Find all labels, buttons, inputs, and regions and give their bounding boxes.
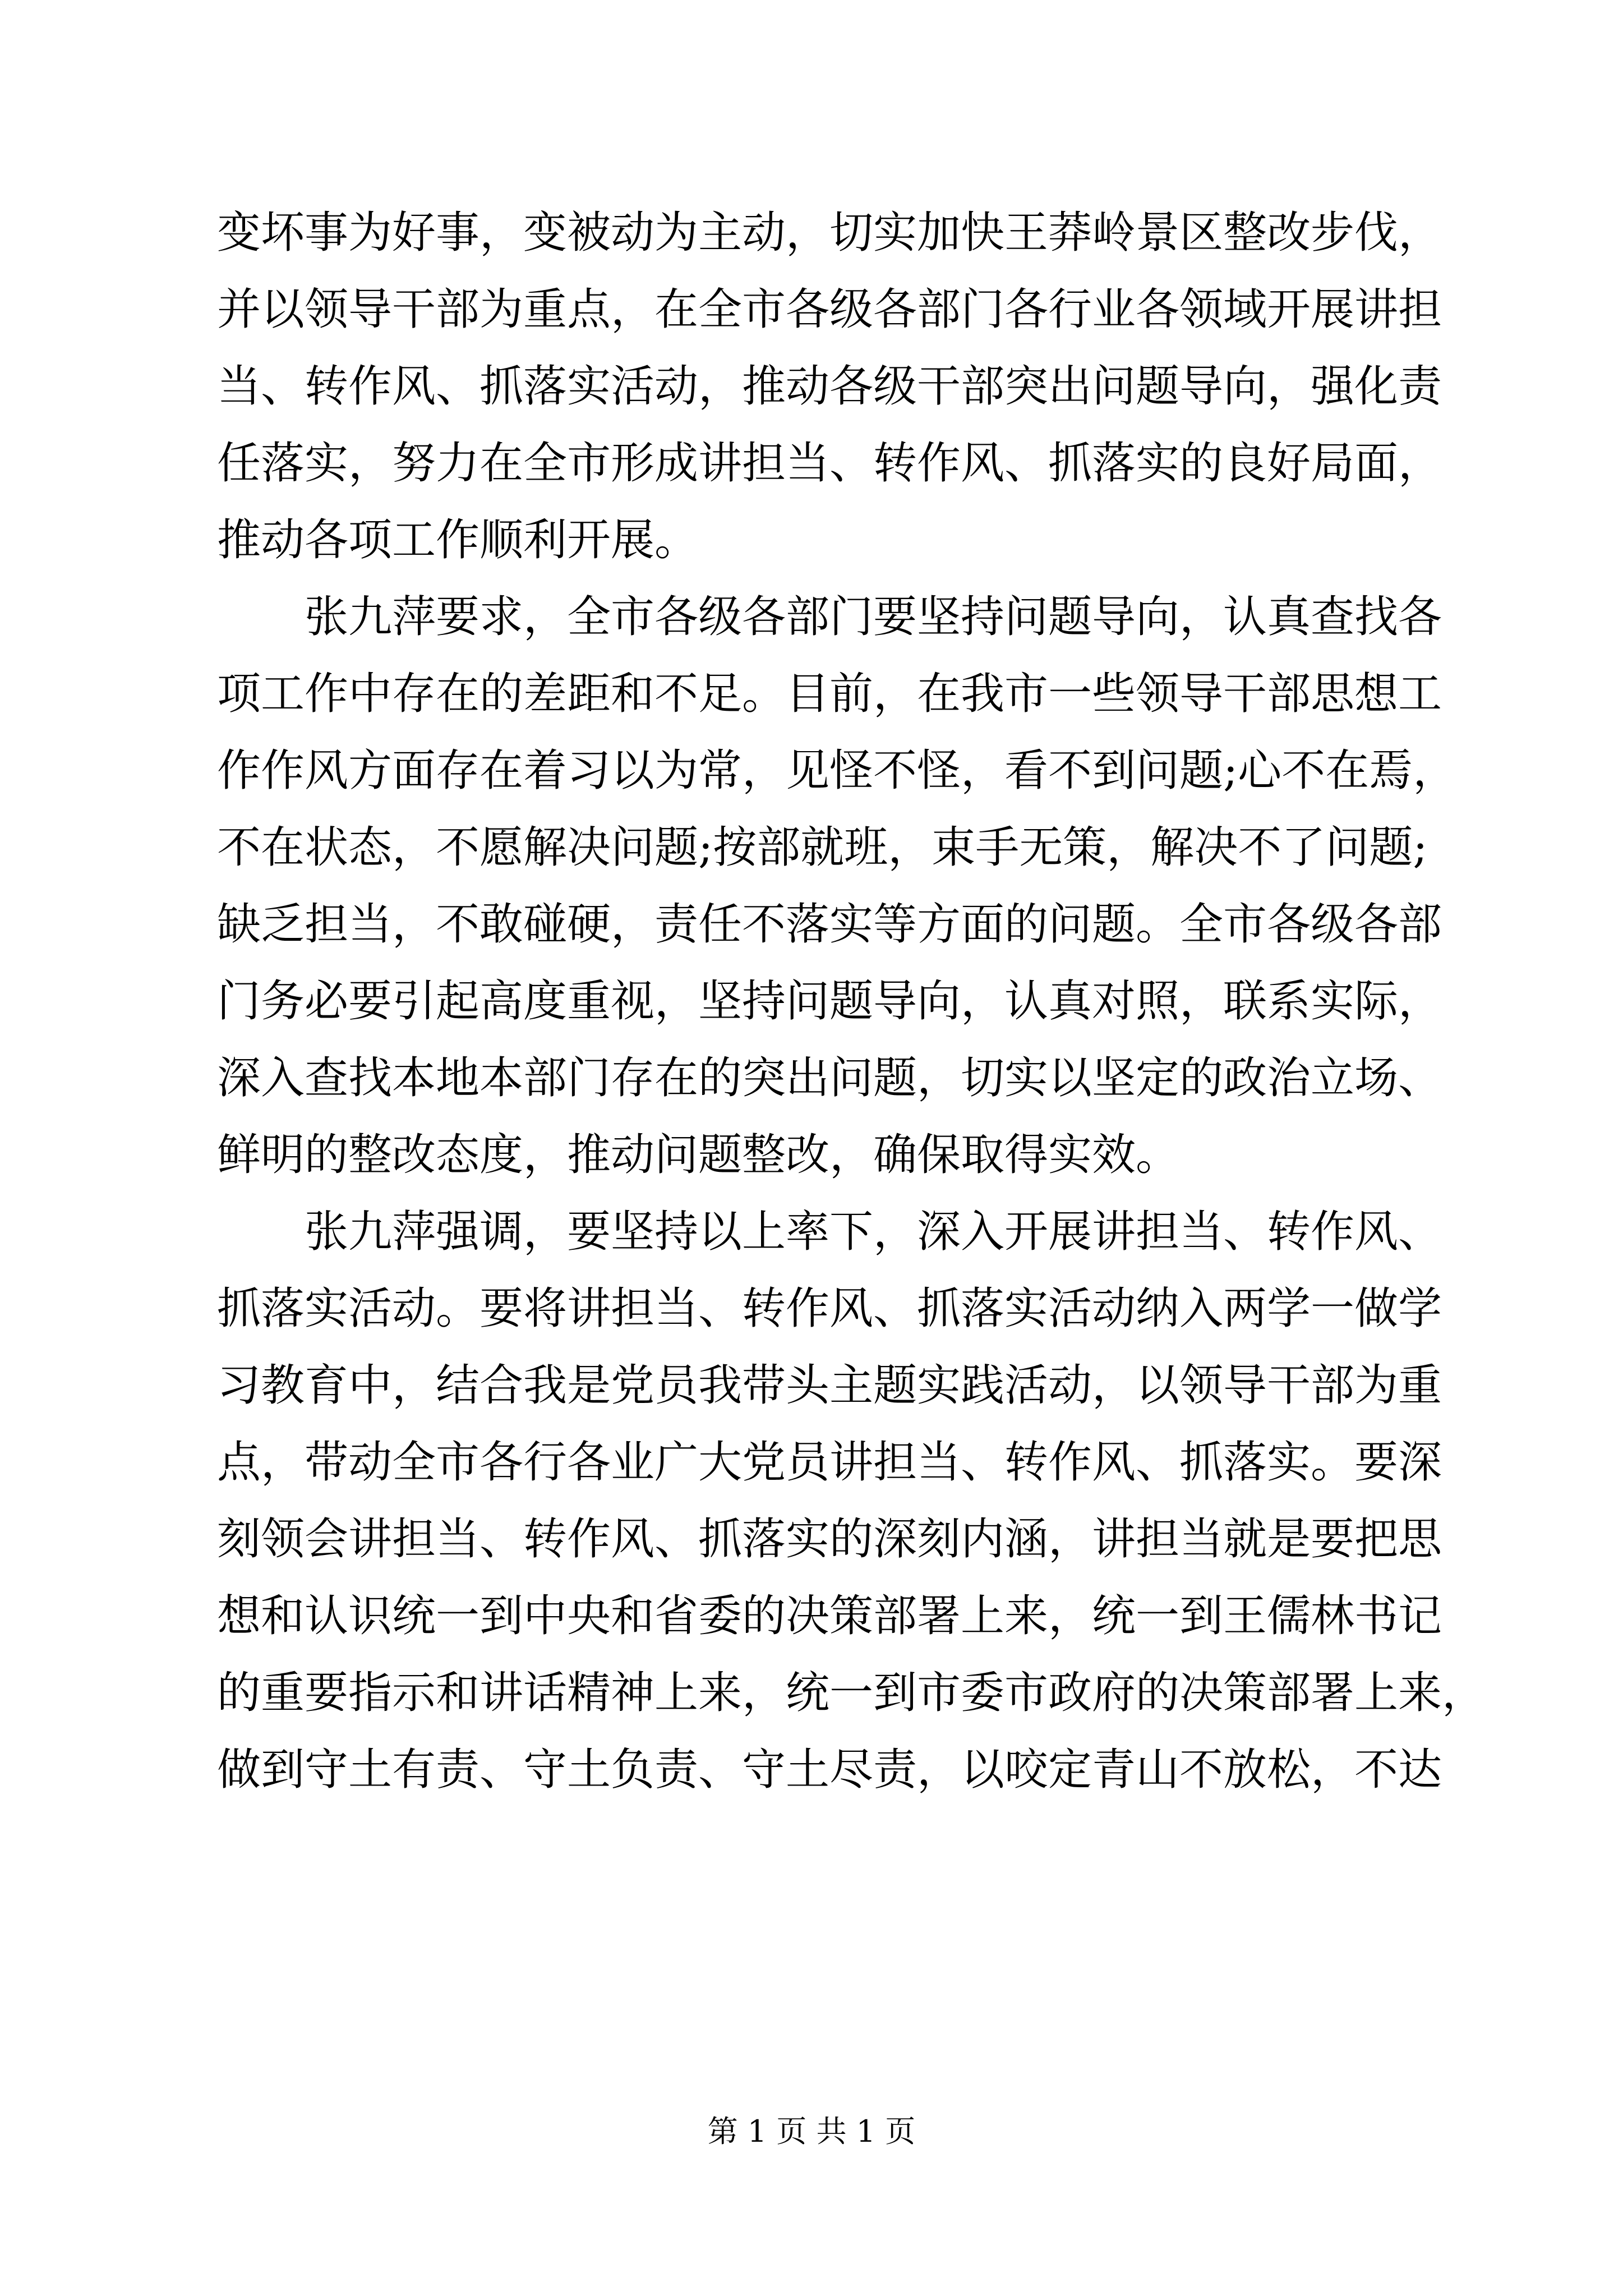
text-line: 点，带动全市各行各业广大党员讲担当、转作风、抓落实。要深 — [217, 1437, 1442, 1488]
text-line: 想和认识统一到中央和省委的决策部署上来，统一到王儒林书记 — [217, 1591, 1442, 1641]
page-footer — [0, 2109, 1623, 2154]
paragraph-first-line: 张九萍要求，全市各级各部门要坚持问题导向，认真查找各 — [305, 592, 1442, 642]
paragraph-first-line: 张九萍强调，要坚持以上率下，深入开展讲担当、转作风、 — [305, 1207, 1442, 1257]
page-number: 第 1 页 共 1 页 — [707, 2114, 916, 2149]
text-line: 并以领导干部为重点，在全市各级各部门各行业各领域开展讲担 — [217, 284, 1442, 335]
text-line: 门务必要引起高度重视，坚持问题导向，认真对照，联系实际， — [217, 976, 1442, 1027]
text-line: 推动各项工作顺利开展。 — [217, 515, 699, 565]
text-line: 抓落实活动。要将讲担当、转作风、抓落实活动纳入两学一做学 — [217, 1283, 1442, 1334]
text-line: 做到守土有责、守土负责、守土尽责，以咬定青山不放松，不达 — [217, 1745, 1442, 1795]
text-line: 项工作中存在的差距和不足。目前，在我市一些领导干部思想工 — [217, 669, 1442, 719]
text-line: 刻领会讲担当、转作风、抓落实的深刻内涵，讲担当就是要把思 — [217, 1514, 1442, 1565]
text-line: 任落实，努力在全市形成讲担当、转作风、抓落实的良好局面， — [217, 438, 1442, 489]
text-line: 作作风方面存在着习以为常，见怪不怪，看不到问题;心不在焉， — [217, 746, 1457, 796]
text-line: 深入查找本地本部门存在的突出问题，切实以坚定的政治立场、 — [217, 1053, 1442, 1103]
text-line: 的重要指示和讲话精神上来，统一到市委市政府的决策部署上来， — [217, 1668, 1486, 1718]
text-line: 不在状态，不愿解决问题;按部就班，束手无策，解决不了问题; — [217, 822, 1428, 873]
text-line: 变坏事为好事，变被动为主动，切实加快王莽岭景区整改步伐， — [217, 208, 1442, 258]
text-line: 鲜明的整改态度，推动问题整改，确保取得实效。 — [217, 1130, 1180, 1180]
text-line: 当、转作风、抓落实活动，推动各级干部突出问题导向，强化责 — [217, 361, 1442, 412]
text-line: 习教育中，结合我是党员我带头主题实践活动，以领导干部为重 — [217, 1360, 1442, 1411]
text-line: 缺乏担当，不敢碰硬，责任不落实等方面的问题。全市各级各部 — [217, 899, 1442, 950]
